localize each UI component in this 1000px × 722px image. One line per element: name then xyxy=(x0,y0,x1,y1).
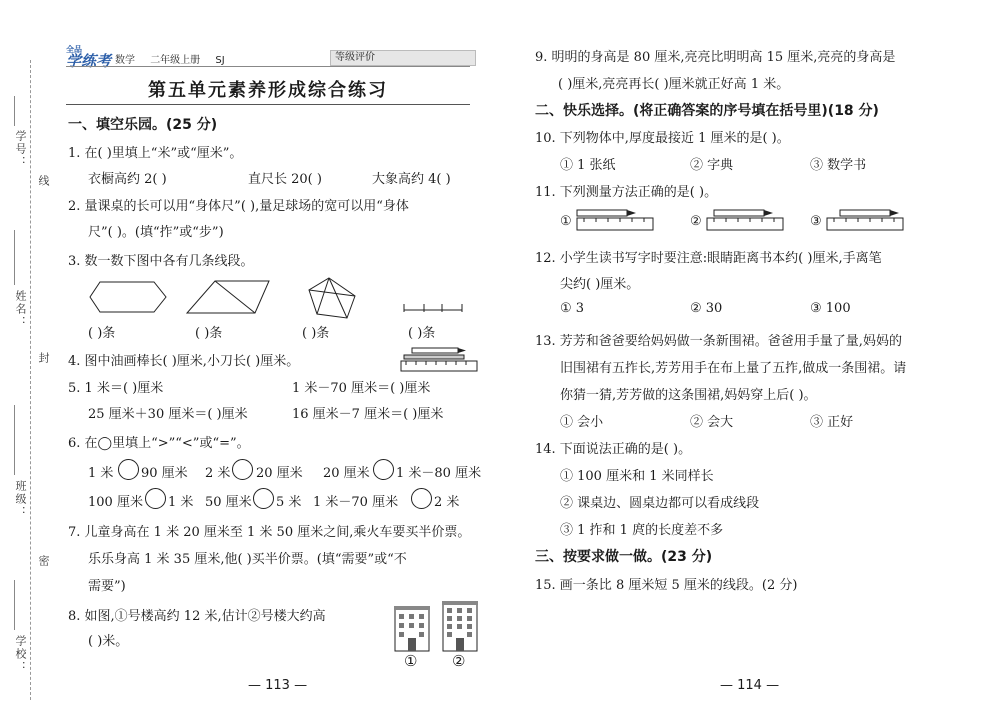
question-7-line3: 需要”) xyxy=(88,579,126,594)
grade-evaluation-box: 等级评价 xyxy=(330,50,476,66)
compare-circle[interactable] xyxy=(145,488,166,509)
q6-r2-right-3: 2 米 xyxy=(434,495,460,510)
segment-figure xyxy=(402,300,464,314)
question-13-line2: 旧围裙有五拃长,芳芳用手在布上量了五拃,做成一条围裙。请 xyxy=(560,361,907,376)
q3-answer-4: ( )条 xyxy=(408,326,436,341)
logo-small-text: 全品 xyxy=(66,45,82,54)
ruler-option-3-figure xyxy=(826,208,904,232)
section-1-heading: 一、填空乐园。(25 分) xyxy=(68,117,218,133)
question-2-line1: 2. 量课桌的长可以用“身体尺”( ),量足球场的宽可以用“身体 xyxy=(68,199,409,214)
q11-option-3[interactable]: ③ xyxy=(810,214,822,229)
building-1-figure xyxy=(394,606,430,652)
q3-answer-1: ( )条 xyxy=(88,326,116,341)
page-number-right: — 114 — xyxy=(720,678,780,693)
building-2-figure xyxy=(442,601,478,652)
q6-r2-right-2: 5 米 xyxy=(276,495,302,510)
compare-circle[interactable] xyxy=(253,488,274,509)
school-label: 学校： xyxy=(14,635,27,674)
question-11: 11. 下列测量方法正确的是( )。 xyxy=(535,185,718,200)
question-3: 3. 数一数下图中各有几条线段。 xyxy=(68,254,254,269)
q11-option-2[interactable]: ② xyxy=(690,214,702,229)
question-5b-1: 25 厘米＋30 厘米＝( )厘米 xyxy=(88,407,248,422)
question-15: 15. 画一条比 8 厘米短 5 厘米的线段。(2 分) xyxy=(535,578,798,593)
grade-text: 二年级上册 xyxy=(150,55,201,66)
question-7-line1: 7. 儿童身高在 1 米 20 厘米至 1 米 50 厘米之间,乘火车要买半价票。 xyxy=(68,525,471,540)
compare-circle[interactable] xyxy=(411,488,432,509)
q10-option-2[interactable]: ② 字典 xyxy=(690,158,734,173)
q12-option-3[interactable]: ③ 100 xyxy=(810,301,851,316)
question-12-line1: 12. 小学生读书写字时要注意:眼睛距离书本约( )厘米,手离笔 xyxy=(535,251,882,266)
q14-option-3[interactable]: ③ 1 拃和 1 庹的长度差不多 xyxy=(560,523,724,538)
q13-option-3[interactable]: ③ 正好 xyxy=(810,415,854,430)
building-1-label: ① xyxy=(404,652,418,670)
question-13-line1: 13. 芳芳和爸爸要给妈妈做一条新围裙。爸爸用手量了量,妈妈的 xyxy=(535,334,902,349)
q6-r2-right-1: 1 米 xyxy=(168,495,194,510)
edition-text: SJ xyxy=(215,55,225,66)
q6-r2-left-1: 100 厘米 xyxy=(88,495,143,510)
page-title: 第五单元素养形成综合练习 xyxy=(148,80,388,101)
question-13-line3: 你猜一猜,芳芳做的这条围裙,妈妈穿上后( )。 xyxy=(560,388,817,403)
question-1b: 直尺长 20( ) xyxy=(248,172,322,187)
q12-option-2[interactable]: ② 30 xyxy=(690,301,723,316)
q10-option-3[interactable]: ③ 数学书 xyxy=(810,158,867,173)
q6-r1-left-3: 20 厘米 xyxy=(323,466,370,481)
compare-circle[interactable] xyxy=(232,459,253,480)
compare-circle[interactable] xyxy=(373,459,394,480)
section-2-heading: 二、快乐选择。(将正确答案的序号填在括号里)(18 分) xyxy=(535,103,879,119)
question-1c: 大象高约 4( ) xyxy=(372,172,451,187)
quadrilateral-figure xyxy=(185,279,271,315)
q3-answer-3: ( )条 xyxy=(302,326,330,341)
hexagon-figure xyxy=(88,280,168,314)
question-2-line2: 尺”( )。(填“拃”或“步”) xyxy=(88,225,224,240)
question-9-line2: ( )厘米,亮亮再长( )厘米就正好高 1 米。 xyxy=(558,77,790,92)
q6-r1-left-1: 1 米 xyxy=(88,466,114,481)
logo-main-text: 学练考 xyxy=(66,52,112,70)
pentagon-lines-figure xyxy=(307,276,363,320)
subject-text: 数学 xyxy=(115,55,135,66)
q11-option-1[interactable]: ① xyxy=(560,214,572,229)
question-14: 14. 下面说法正确的是( )。 xyxy=(535,442,692,457)
compare-circle[interactable] xyxy=(118,459,139,480)
binding-mark-secret: 密 xyxy=(37,555,50,568)
page-number-left: — 113 — xyxy=(248,678,308,693)
student-number-field xyxy=(14,96,15,126)
question-5b-2: 16 厘米－7 厘米＝( )厘米 xyxy=(292,407,444,422)
question-7-line2: 乐乐身高 1 米 35 厘米,他( )买半价票。(填“需要”或“不 xyxy=(88,552,407,567)
q10-option-1[interactable]: ① 1 张纸 xyxy=(560,158,616,173)
student-number-label: 学号： xyxy=(14,130,27,169)
binding-strip xyxy=(0,0,60,722)
question-12-line2: 尖约( )厘米。 xyxy=(560,277,640,292)
ruler-figure xyxy=(400,346,478,372)
q6-r1-right-2: 20 厘米 xyxy=(256,466,303,481)
section-3-heading: 三、按要求做一做。(23 分) xyxy=(535,549,713,565)
q6-r2-left-3: 1 米－70 厘米 xyxy=(313,495,399,510)
q12-option-1[interactable]: ① 3 xyxy=(560,301,585,316)
question-6: 6. 在◯里填上“>”“<”或“=”。 xyxy=(68,436,250,451)
header-rule xyxy=(66,66,470,67)
school-field xyxy=(14,580,15,630)
class-field xyxy=(14,405,15,475)
name-field xyxy=(14,230,15,285)
q14-option-2[interactable]: ② 课桌边、圆桌边都可以看成线段 xyxy=(560,496,760,511)
question-1: 1. 在( )里填上“米”或“厘米”。 xyxy=(68,146,243,161)
name-label: 姓名： xyxy=(14,290,27,329)
q13-option-1[interactable]: ① 会小 xyxy=(560,415,604,430)
q3-answer-2: ( )条 xyxy=(195,326,223,341)
binding-mark-seal: 封 xyxy=(37,352,50,365)
ruler-option-1-figure xyxy=(576,208,654,232)
q6-r1-right-3: 1 米－80 厘米 xyxy=(396,466,482,481)
question-5a-2: 1 米－70 厘米＝( )厘米 xyxy=(292,381,431,396)
q6-r1-right-1: 90 厘米 xyxy=(141,466,188,481)
question-5a-1: 5. 1 米＝( )厘米 xyxy=(68,381,164,396)
q14-option-1[interactable]: ① 100 厘米和 1 米同样长 xyxy=(560,469,714,484)
question-4: 4. 图中油画棒长( )厘米,小刀长( )厘米。 xyxy=(68,354,300,369)
question-10: 10. 下列物体中,厚度最接近 1 厘米的是( )。 xyxy=(535,131,790,146)
question-1a: 衣橱高约 2( ) xyxy=(88,172,167,187)
binding-dashed-line xyxy=(30,60,31,700)
question-8-line1: 8. 如图,①号楼高约 12 米,估计②号楼大约高 xyxy=(68,609,326,624)
binding-mark-line: 线 xyxy=(37,175,50,188)
book-info xyxy=(115,51,237,66)
q6-r1-left-2: 2 米 xyxy=(205,466,231,481)
q6-r2-left-2: 50 厘米 xyxy=(205,495,252,510)
question-8-line2: ( )米。 xyxy=(88,634,129,649)
class-label: 班级： xyxy=(14,480,27,519)
question-9-line1: 9. 明明的身高是 80 厘米,亮亮比明明高 15 厘米,亮亮的身高是 xyxy=(535,50,896,65)
building-2-label: ② xyxy=(452,652,466,670)
q13-option-2[interactable]: ② 会大 xyxy=(690,415,734,430)
ruler-option-2-figure xyxy=(706,208,784,232)
title-rule xyxy=(66,104,470,105)
